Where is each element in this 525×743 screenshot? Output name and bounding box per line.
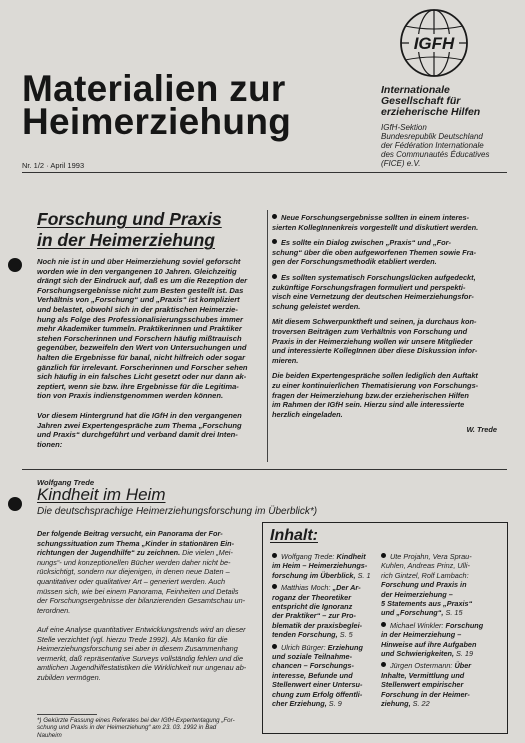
text-line: mieren. (272, 355, 299, 365)
text-line: Die beiden Expertengespräche sollen lediglich den Auftakt (272, 371, 478, 381)
text-line: zu einer kontinuierlichen Thematisierung von Forschungs- (272, 380, 479, 390)
toc-title-text: ziehung, (381, 699, 411, 709)
org-sub-line: der Fédération Internationale (381, 141, 484, 150)
bullet-dot-icon (381, 622, 386, 627)
toc-page: S. 9 (328, 699, 342, 709)
text-line: Praxis in der Heimerziehung wollen wir unsere Mitglieder (272, 336, 473, 346)
intention-3 (272, 273, 497, 311)
text-line: gen der Forschungsmethodik etabliert werden. (272, 257, 437, 267)
toc-entry[interactable] (381, 552, 503, 618)
text-line: stehen Forscherinnen und Forschern häufig mißtrauisch (37, 333, 242, 343)
toc-title-text: interesse, Befunde und (272, 670, 353, 680)
text-line: Verhältnis von „Forschung“ und „Praxis“ ist kompliziert (37, 295, 240, 305)
org-subtitle (381, 123, 521, 168)
text-line: Vor diesem Hintergrund hat die IGfH in den vergangenen (37, 411, 242, 420)
toc-title-text: Hinweise auf ihre Aufgaben (381, 639, 477, 649)
text-line: terordnen. (37, 605, 71, 615)
text-line: zubilden vermögen. (37, 672, 101, 682)
toc-title-text: der Heimerziehung – (381, 589, 453, 599)
toc-entry[interactable] (381, 621, 503, 659)
org-sub-line: (FICE) e.V. (381, 159, 421, 168)
text-line: zeptiert, wenn sie bzw. ihre Ergebnisse für die Legitima- (37, 381, 239, 391)
text-line: müssen sich, wie bei einem Panorama, Feinheiten und Details (37, 586, 239, 596)
toc-author: Matthias Moch: (281, 583, 331, 593)
bullet-dot-icon (272, 214, 277, 219)
text-line: rücksichtigt, sondern nur diejenigen, in denen neue Daten – (37, 567, 230, 577)
text-line: Forschungsergebnisse nicht zum Besten gestellt ist. Das (37, 285, 244, 295)
toc-column-left (272, 552, 388, 712)
toc-page: S. 22 (412, 699, 430, 709)
text-line: vermerkt, daß repräsentative Surveys vollständig fehlen und die (37, 653, 244, 663)
text-line: sich häufig in ein falsches Licht gesetzt oder nur dann ak- (37, 372, 247, 382)
text-line: schungssituation zum Thema „Kinder in stationären Ein- (37, 538, 235, 548)
toc-title-text: roganz der Theoretiker (272, 592, 352, 602)
toc-author: Ute Projahn, Vera Sprau- (390, 552, 472, 561)
text-line: nungs“- und konzeptionellen Bücher werden daher nicht be- (37, 557, 231, 567)
article-heading (37, 209, 222, 251)
text-line: Es sollte ein Dialog zwischen „Praxis“ und „For- (281, 238, 452, 248)
toc-author: rich Gintzel, Rolf Lambach: (381, 570, 469, 580)
toc-author: Ulrich Bürger: (281, 642, 326, 652)
intention-1 (272, 213, 497, 232)
org-sub-line: des Communautés Éducatives (381, 150, 490, 159)
toc-title-text: Erziehung (327, 642, 363, 652)
toc-page: S. 5 (339, 630, 353, 640)
text-line: visch eine Vernetzung der deutschen Heimerziehungsfor- (272, 292, 474, 302)
text-line: mehr Akademiker tummeln. Praktikerinnen und Praktiker (37, 324, 242, 334)
toc-title-text: und Schwierigkeiten, (381, 649, 454, 659)
bullet-dot-icon (272, 644, 277, 649)
org-line: Gesellschaft für (381, 95, 461, 107)
toc-entry[interactable] (272, 552, 388, 580)
text-line: hung als Folge des Professionalisierungsschubes immer (37, 314, 243, 324)
toc-title-text: 5 Statements aus „Praxis“ (381, 599, 473, 609)
text-line: im Rahmen der IGfH sein. Hierzu sind alle interessierte (272, 400, 465, 410)
org-line: Internationale (381, 84, 450, 96)
text-line: und interessierte KollegInnen über diese Diskussion infor- (272, 346, 478, 356)
toc-title-text: Stellenwert einer Untersu- (272, 680, 363, 690)
punch-hole-icon (8, 258, 22, 272)
text-line: Mit diesem Schwerpunktheft und seinen, ja durchaus kon- (272, 317, 477, 327)
logo-text: IGFH (413, 34, 455, 53)
footnote-rule (37, 714, 97, 715)
toc-title-text: „Der Ar- (332, 583, 361, 593)
org-line: erzieherische Hilfen (381, 106, 481, 118)
toc-entry[interactable] (272, 583, 388, 639)
toc-title: Inhalt: (270, 527, 318, 544)
text-line: halten die Ergebnisse für banal, nicht hilfreich oder sogar (37, 352, 246, 362)
bullet-dot-icon (272, 274, 277, 279)
text-line: gegenüber, bezweifeln den Wert von Untersuchungen und (37, 343, 247, 353)
text-line: sierten KollegInnenkreis vorgestellt und diskutiert werden. (272, 222, 479, 232)
text-line: Neue Forschungsergebnisse sollten in einem interes- (281, 213, 470, 222)
toc-title-text: im Heim – Heimerziehungs- (272, 561, 368, 571)
text-line: Die vielen „Mei- (180, 548, 233, 558)
text-line: Auf eine Analyse quantitativer Entwicklungstrends wird an dieser (37, 625, 246, 634)
article-subheading: Die deutschsprachige Heimerziehungsforschung im Überblick*) (37, 506, 318, 517)
paragraph-expertengespraeche (272, 371, 497, 419)
article2-paragraph-1 (37, 529, 254, 615)
text-line: richtungen der Jugendhilfe“ zu zeichnen. (37, 548, 181, 558)
toc-title-text: Forschung und Praxis in (381, 580, 467, 590)
title-line-1: Materialien zur (22, 68, 286, 109)
toc-page: S. 19 (456, 649, 474, 659)
text-line: Heimerziehungsforschung sei aber in diesem Zusammenhang (37, 644, 238, 654)
toc-title-text: entspricht die Ignoranz (272, 602, 353, 612)
paragraph-schwerpunkt (272, 317, 497, 365)
article-second-paragraph (37, 411, 265, 449)
text-line: schung und Praxis in der Heimerziehung“ am 23. 03. 1992 in Bad (37, 724, 217, 732)
toc-title-text: Kindheit (336, 552, 366, 561)
signature: W. Trede (466, 425, 497, 435)
text-line: fragen der Heimerziehung bzw.der erzieherischen Hilfen (272, 390, 469, 400)
text-line: gänzlich für irrelevant. Forscherinnen und Forscher sehen (37, 362, 248, 372)
section-divider (22, 469, 507, 470)
bullet-dot-icon (272, 239, 277, 244)
toc-column-right (381, 552, 503, 712)
text-line: Jahren zwei Expertengespräche zum Thema „Forschung (37, 420, 242, 430)
author-name: Wolfgang Trede (37, 478, 95, 487)
toc-page: S. 15 (445, 608, 463, 618)
text-line: Stelle verzichtet (vgl. hierzu Trede 1992). Als Manko für die (37, 634, 228, 644)
text-line: worden wie in den vergangenen 10 Jahren. Gleichzeitig (37, 266, 237, 276)
toc-entry[interactable] (381, 661, 503, 708)
toc-title-text: Forschung (445, 620, 484, 630)
text-line: troversen Beiträgen zum Verhältnis von Forschung und (272, 326, 468, 336)
text-line: *) Gekürzte Fassung eines Referates bei der IGfH-Expertentagung „For- (37, 717, 235, 724)
text-line: drängt sich der Eindruck auf, daß es um die Rezeption der (37, 276, 248, 286)
toc-title-text: blematik der praxisbeglei- (272, 620, 363, 630)
text-line: tion von Praxis indienstgenommen werden können. (37, 391, 224, 401)
text-line: der Forschungsergebnisse der bilanzierenden Gesamtschau un- (37, 596, 246, 606)
article-intro-paragraph (37, 257, 265, 401)
bullet-dot-icon (272, 584, 277, 589)
text-line: amtlichen Jugendhilfestatistiken die Wirklichkeit nur ungenau ab- (37, 663, 247, 673)
header-divider (22, 172, 507, 173)
text-line: schung geleistet werden. (272, 301, 361, 311)
org-name (381, 85, 521, 118)
toc-author: Wolfgang Trede: (281, 552, 335, 561)
toc-title-text: in der Heimerziehung – (381, 630, 462, 640)
toc-title-text: tenden Forschung, (272, 630, 338, 640)
toc-title-text: Inhalte, Vermittlung und (381, 670, 465, 680)
heading-line: in der Heimerziehung (37, 230, 215, 250)
bullet-dot-icon (381, 662, 386, 667)
org-sub-line: Bundesrepublik Deutschland (381, 132, 483, 141)
org-sub-line: IGfH-Sektion (381, 123, 427, 132)
title-line-2: Heimerziehung (22, 101, 292, 142)
column-divider (267, 210, 268, 462)
heading-line: Forschung und Praxis (37, 209, 222, 229)
punch-hole-icon (8, 497, 22, 511)
text-line: Es sollten systematisch Forschungslücken aufgedeckt, (281, 272, 476, 282)
toc-title-text: chung zum Erfolg öffentli- (272, 689, 363, 699)
text-line: tionen: (37, 439, 63, 449)
toc-page: S. 1 (357, 570, 371, 580)
text-line: quantitativer oder qualitativer Art – generiert werden. Auch (37, 576, 226, 586)
bullet-dot-icon (381, 553, 386, 558)
text-line: und belastet, obwohl sich in der praktischen Heimerzie- (37, 304, 238, 314)
issue-number: Nr. 1/2 · April 1993 (22, 161, 85, 170)
toc-title-text: Über (454, 661, 472, 671)
toc-title-text: cher Erziehung, (272, 699, 327, 709)
toc-title-text: der Praktiker“ – zur Pro- (272, 611, 356, 621)
toc-author: Kuhlen, Andreas Prinz, Ulli- (381, 561, 470, 571)
toc-author: Jürgen Ostermann: (390, 661, 453, 671)
toc-title-text: und „Forschung“, (381, 608, 444, 618)
footnote (37, 717, 254, 739)
text-line: herzlich eingeladen. (272, 409, 343, 419)
toc-title-text: und soziale Teilnahme- (272, 652, 353, 662)
text-line: zukünftige Forschungsfragen formuliert und perspekti- (272, 282, 466, 292)
text-line: Nauheim (37, 731, 62, 739)
text-line: schung“ über die oben aufgeworfenen Themen sowie Fra- (272, 247, 477, 257)
toc-title-text: Forschung in der Heimer- (381, 689, 470, 699)
article-right-column (272, 213, 497, 435)
bullet-dot-icon (272, 553, 277, 558)
text-line: Noch nie ist in und über Heimerziehung soviel geforscht (37, 257, 241, 266)
text-line: Der folgende Beitrag versucht, ein Panorama der For- (37, 529, 223, 538)
publication-title (22, 68, 292, 142)
article2-paragraph-2 (37, 625, 254, 683)
toc-author: Michael Winkler: (390, 620, 444, 630)
globe-icon (392, 6, 476, 80)
intention-2 (272, 238, 497, 267)
text-line: und Praxis“ durchgeführt und verband damit drei Inten- (37, 430, 238, 440)
toc-title-text: forschung im Überblick, (272, 570, 356, 580)
toc-title-text: chancen – Forschungs- (272, 661, 354, 671)
article-heading-kindheit: Kindheit im Heim (37, 485, 166, 504)
toc-entry[interactable] (272, 643, 388, 709)
toc-title-text: Stellenwert empirischer (381, 680, 464, 690)
